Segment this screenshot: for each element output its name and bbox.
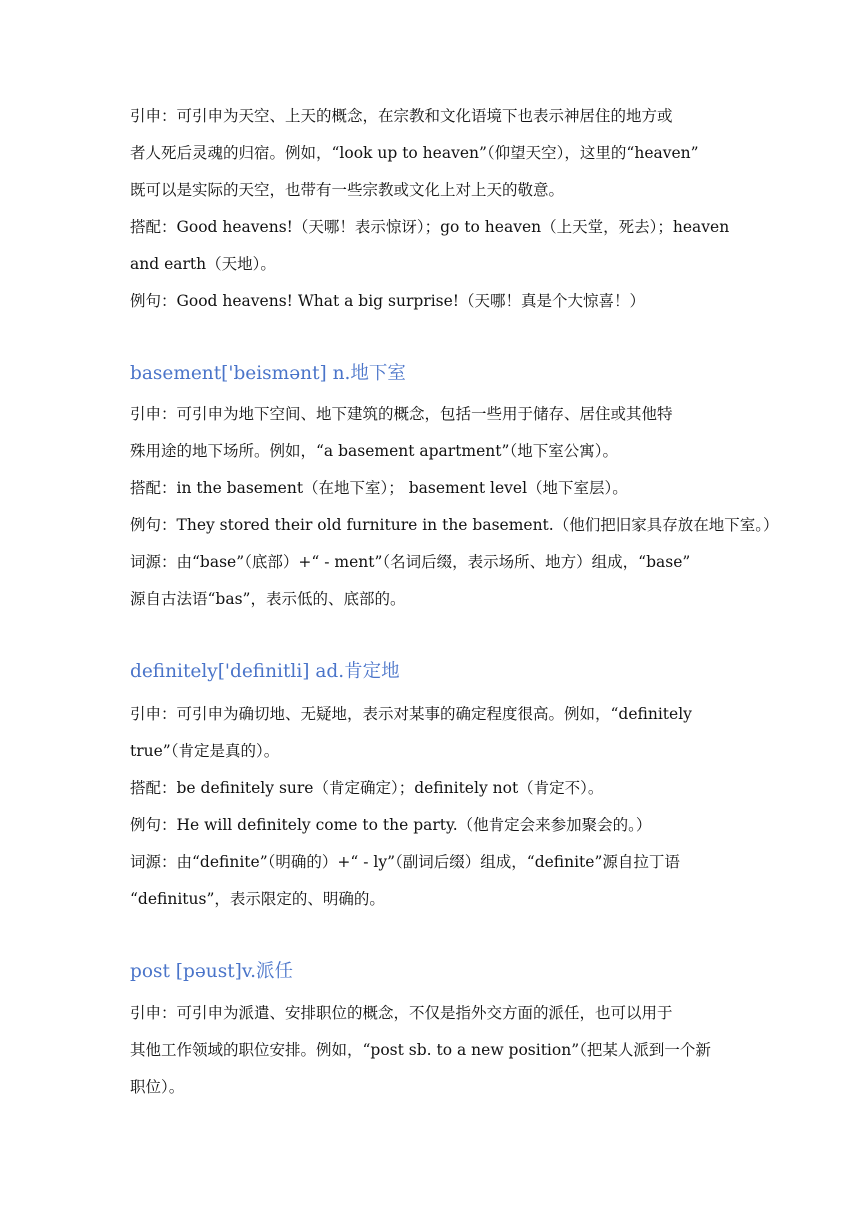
collocation-line: and earth（天地）。 bbox=[130, 255, 276, 273]
extension-line: 殊用途的地下场所。例如，“a basement apartment”（地下室公寓）。 bbox=[130, 442, 618, 460]
extension-line: 引申：可引申为派遣、安排职位的概念，不仅是指外交方面的派任，也可以用于 bbox=[130, 1004, 673, 1022]
etymology-line: 源自古法语“bas”，表示低的、底部的。 bbox=[130, 590, 406, 608]
extension-line: true”（肯定是真的）。 bbox=[130, 742, 280, 760]
extension-line: 既可以是实际的天空，也带有一些宗教或文化上对上天的敬意。 bbox=[130, 181, 565, 199]
etymology-line: “definitus”，表示限定的、明确的。 bbox=[130, 890, 385, 908]
collocation-line: 搭配：be definitely sure（肯定确定）；definitely not（肯定不）。 bbox=[130, 779, 604, 797]
extension-line: 其他工作领域的职位安排。例如，“post sb. to a new position”（把某人派到一个新 bbox=[130, 1041, 711, 1059]
entry-headword: post [pəust]v.派任 bbox=[130, 961, 293, 982]
etymology-line: 词源：由“definite”（明确的）+“ - ly”（副词后缀）组成，“definite”源自拉丁语 bbox=[130, 853, 680, 871]
example-line: 例句：They stored their old furniture in the basement.（他们把旧家具存放在地下室。） bbox=[130, 516, 779, 534]
entry-headword: definitely['definitli] ad.肯定地 bbox=[130, 661, 400, 682]
extension-line: 引申：可引申为地下空间、地下建筑的概念，包括一些用于储存、居住或其他特 bbox=[130, 405, 673, 423]
collocation-line: 搭配：Good heavens!（天哪！表示惊讶）；go to heaven（上天堂，死去）；heaven bbox=[130, 218, 730, 236]
collocation-line: 搭配：in the basement（在地下室）； basement level（地下室层）。 bbox=[130, 479, 628, 497]
example-line: 例句：Good heavens! What a big surprise!（天哪！真是个大惊喜！） bbox=[130, 292, 646, 310]
extension-line: 职位）。 bbox=[130, 1078, 185, 1096]
etymology-line: 词源：由“base”（底部）+“ - ment”（名词后缀，表示场所、地方）组成，“base” bbox=[130, 553, 691, 571]
extension-line: 引申：可引申为天空、上天的概念，在宗教和文化语境下也表示神居住的地方或 bbox=[130, 107, 673, 125]
example-line: 例句：He will definitely come to the party.（他肯定会来参加聚会的。） bbox=[130, 816, 652, 834]
extension-line: 引申：可引申为确切地、无疑地，表示对某事的确定程度很高。例如，“definitely bbox=[130, 705, 692, 723]
extension-line: 者人死后灵魂的归宿。例如，“look up to heaven”（仰望天空），这里的“heaven” bbox=[130, 144, 699, 162]
entry-headword: basement['beismənt] n.地下室 bbox=[130, 363, 406, 384]
